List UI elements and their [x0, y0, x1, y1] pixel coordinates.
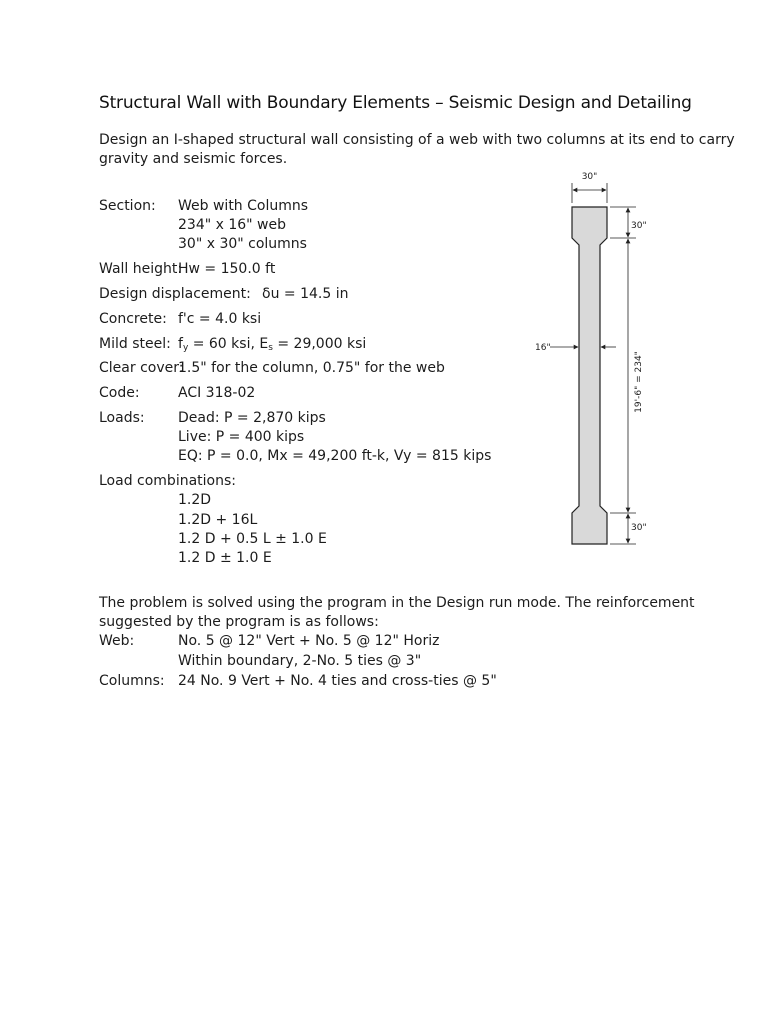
intro-line-1: Design an I-shaped structural wall consisting of a web with two columns at its end to carry [99, 132, 735, 148]
load-combo-2: 1.2D + 16L [178, 512, 258, 528]
design-displacement-value: δu = 14.5 in [262, 286, 349, 302]
load-combo-3: 1.2 D + 0.5 L ± 1.0 E [178, 531, 327, 547]
web-thickness-label: 16" [535, 343, 551, 353]
code-value: ACI 318-02 [178, 385, 256, 401]
clear-cover-value: 1.5" for the column, 0.75" for the web [178, 360, 445, 376]
web-reinf-line-1: No. 5 @ 12" Vert + No. 5 @ 12" Horiz [178, 633, 440, 649]
top-dim-label: 30" [581, 172, 598, 182]
wall-section-shape [572, 207, 607, 544]
concrete-label: Concrete: [99, 311, 167, 327]
height-dim-label: 19'-6" = 234" [634, 351, 644, 413]
mild-steel-value: $f_y = 60$ ksi, $E_s = 29,000$ ksi [178, 336, 367, 353]
intro-line-2: gravity and seismic forces. [99, 151, 288, 167]
page-title: Structural Wall with Boundary Elements – Seismic Design and Detailing [99, 93, 692, 113]
load-combinations-label: Load combinations: [99, 473, 236, 489]
wall-section-figure [520, 170, 660, 555]
wall-height-value: Hw = 150.0 ft [178, 261, 276, 277]
design-displacement-label: Design displacement: [99, 286, 251, 302]
clear-cover-label: Clear cover: [99, 360, 184, 376]
right-top-dim-label: 30" [631, 221, 647, 231]
section-label: Section: [99, 198, 156, 214]
web-reinf-line-2: Within boundary, 2-No. 5 ties @ 3" [178, 653, 422, 669]
wall-height-label: Wall height: [99, 261, 183, 277]
mild-steel-label: Mild steel: [99, 336, 171, 352]
section-line-2: 234" x 16" web [178, 217, 287, 233]
loads-line-3: EQ: P = 0.0, Mx = 49,200 ft-k, Vy = 815 kips [178, 448, 492, 464]
section-line-3: 30" x 30" columns [178, 236, 307, 252]
loads-label: Loads: [99, 410, 145, 426]
solution-line-2: suggested by the program is as follows: [99, 614, 379, 630]
solution-line-1: The problem is solved using the program in the Design run mode. The reinforcement [99, 595, 695, 611]
web-reinf-label: Web: [99, 633, 135, 649]
load-combo-1: 1.2D [178, 492, 212, 508]
right-bottom-dim-label: 30" [631, 523, 647, 533]
load-combo-4: 1.2 D ± 1.0 E [178, 550, 272, 566]
columns-reinf-value: 24 No. 9 Vert + No. 4 ties and cross-ties @ 5" [178, 673, 497, 689]
loads-line-1: Dead: P = 2,870 kips [178, 410, 326, 426]
section-line-1: Web with Columns [178, 198, 309, 214]
loads-line-2: Live: P = 400 kips [178, 429, 305, 445]
columns-reinf-label: Columns: [99, 673, 165, 689]
code-label: Code: [99, 385, 140, 401]
concrete-value: f'c = 4.0 ksi [178, 311, 262, 327]
